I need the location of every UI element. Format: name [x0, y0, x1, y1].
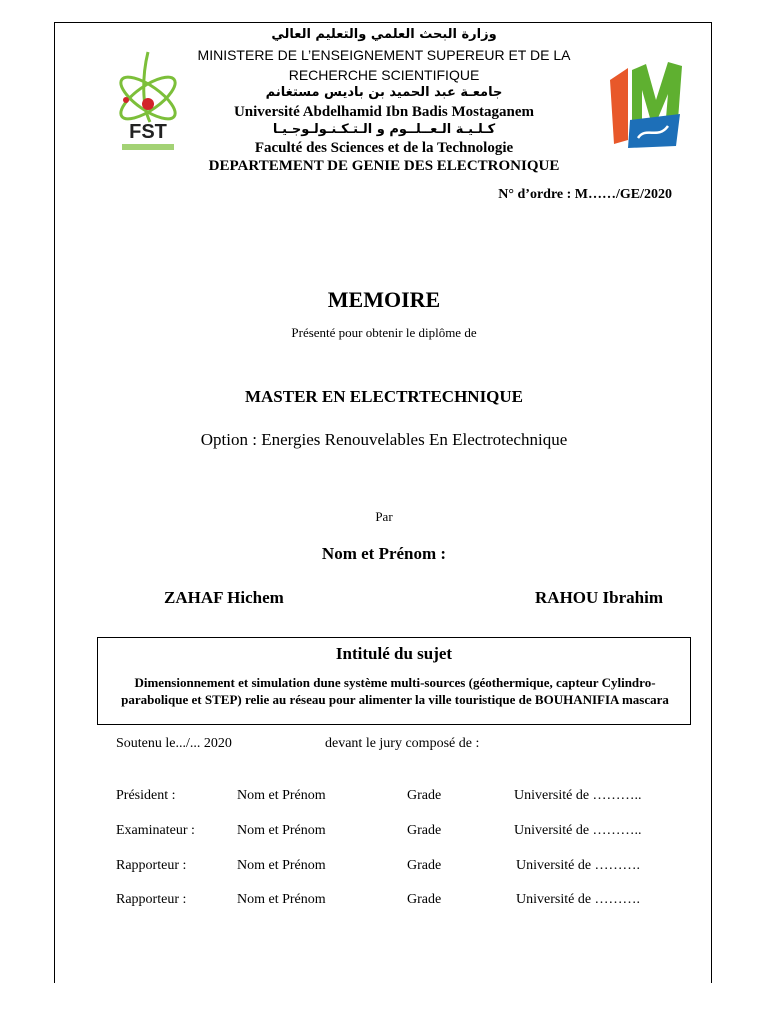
- university-french: Université Abdelhamid Ibn Badis Mostaganem: [233, 104, 535, 120]
- subject-title: Intitulé du sujet: [335, 644, 453, 663]
- author-1: ZAHAF Hichem: [164, 588, 284, 607]
- subject-text: Dimensionnement et simulation dune système multi-sources (géothermique, capteur Cylindro-parabolique et STEP) relie au réseau pour alimenter la ville touristique de BOUHANIFIA mascara: [121, 675, 669, 707]
- faculty-french: Faculté des Sciences et de la Technologie: [254, 140, 514, 156]
- jury-grade: Grade: [407, 858, 442, 873]
- author-2: RAHOU Ibrahim: [535, 588, 663, 607]
- jury-grade: Grade: [407, 892, 442, 907]
- jury-role: Rapporteur :: [116, 858, 187, 873]
- degree-title: MASTER EN ELECTRTECHNIQUE: [244, 387, 524, 406]
- jury-role: Examinateur :: [116, 823, 195, 838]
- jury-university: Université de ……….: [516, 892, 641, 907]
- memoire-title: MEMOIRE: [327, 287, 441, 312]
- jury-role: Président :: [116, 788, 176, 803]
- jury-grade: Grade: [407, 788, 442, 803]
- ministry-arabic: وزارة البحث العلمي والتعليم العالي: [271, 27, 497, 42]
- fst-logo-text: FST: [129, 121, 167, 143]
- defense-date: Soutenu le.../... 2020: [116, 736, 232, 751]
- jury-university: Université de ……….: [516, 858, 641, 873]
- jury-grade: Grade: [407, 823, 442, 838]
- jury-name: Nom et Prénom: [237, 858, 326, 873]
- jury-intro: devant le jury composé de :: [325, 736, 480, 751]
- jury-name: Nom et Prénom: [237, 788, 326, 803]
- jury-row: [0, 892, 768, 910]
- jury-name: Nom et Prénom: [237, 823, 326, 838]
- jury-role: Rapporteur :: [116, 892, 187, 907]
- jury-row: [0, 823, 768, 841]
- jury-row: [0, 858, 768, 876]
- memoire-subtitle: Présenté pour obtenir le diplôme de: [291, 325, 477, 340]
- department: DEPARTEMENT DE GENIE DES ELECTRONIQUE: [208, 158, 560, 174]
- subject-box: [97, 637, 691, 725]
- order-number: N° d’ordre : M……/GE/2020: [498, 187, 672, 202]
- author-label: Nom et Prénom :: [321, 544, 447, 563]
- jury-name: Nom et Prénom: [237, 892, 326, 907]
- jury-university: Université de ………..: [514, 788, 642, 803]
- jury-row: [0, 788, 768, 806]
- option-title: Option : Energies Renouvelables En Electrotechnique: [200, 430, 568, 449]
- ministry-french-line2: RECHERCHE SCIENTIFIQUE: [288, 67, 480, 83]
- ministry-french-line1: MINISTERE DE L’ENSEIGNEMENT SUPEREUR ET DE LA: [197, 47, 571, 63]
- faculty-arabic: كـلـيـة الـعــلــوم و الـتـكـنـولـوجـيـا: [272, 122, 496, 137]
- par-label: Par: [375, 509, 393, 524]
- jury-university: Université de ………..: [514, 823, 642, 838]
- university-arabic: جامعـة عبد الحميد بن باديس مستغانم: [265, 85, 503, 100]
